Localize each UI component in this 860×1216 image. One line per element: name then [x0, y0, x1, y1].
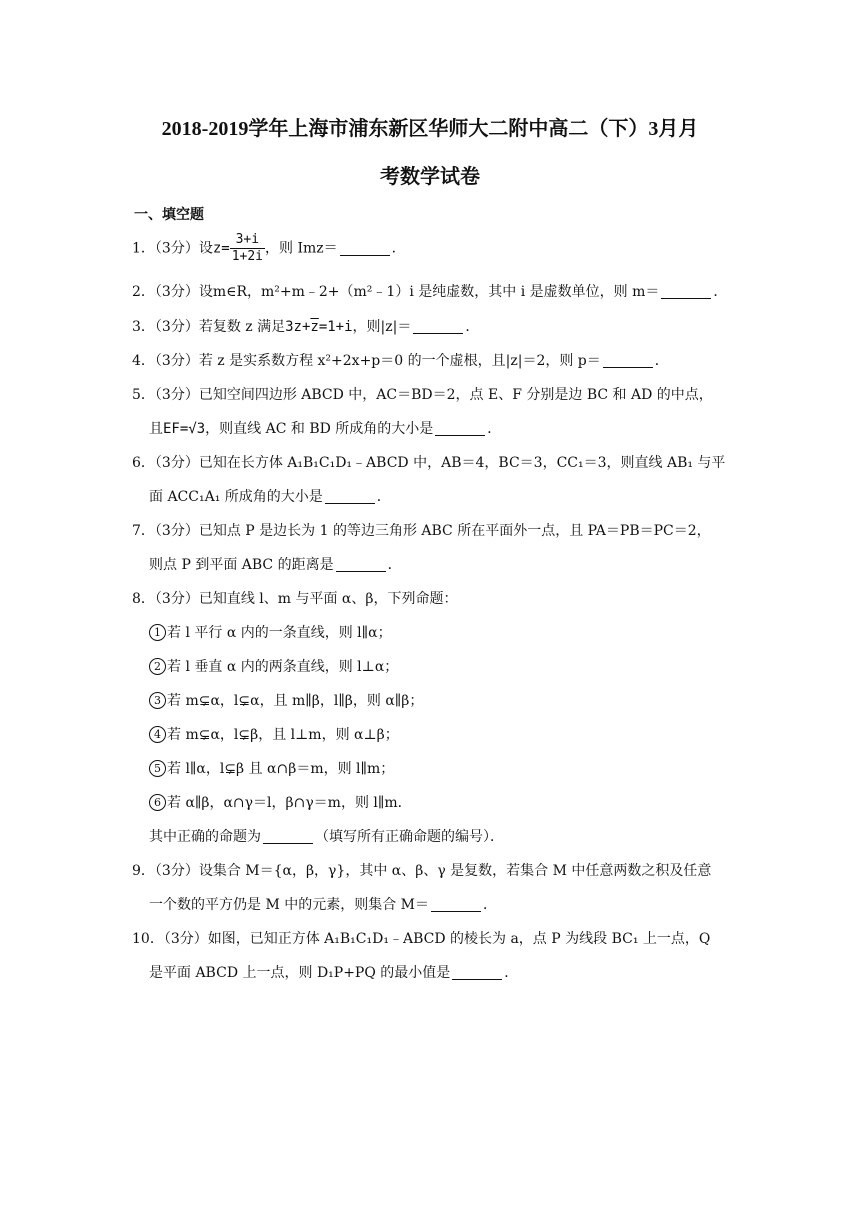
- answer-blank: [661, 284, 711, 299]
- q7-text: 则点 P 到平面 ABC 的距离是: [149, 557, 334, 573]
- question-8-answer-line: [149, 826, 504, 846]
- question-10-line-2: [149, 962, 518, 982]
- question-5-line-1: 5．（3分）已知空间四边形 ABCD 中，AC＝BD＝2，点 E、F 分别是边 BC 和 AD 的中点，: [132, 387, 713, 403]
- answer-blank: [263, 829, 313, 844]
- q8-prefix: 其中正确的命题为: [149, 829, 261, 845]
- circled-number: 5: [149, 760, 166, 777]
- proposition-text: 若 l∥α，l⊊β 且 α∩β＝m，则 l∥m；: [167, 761, 395, 777]
- question-8-line-1: 8．（3分）已知直线 l、m 与平面 α、β，下列命题：: [132, 591, 458, 607]
- q6-text: 面 ACC₁A₁ 所成角的大小是: [149, 489, 323, 505]
- q9-end: ．: [483, 897, 498, 913]
- q3-end: ．: [465, 319, 480, 335]
- q5-expr: EF=√3: [163, 421, 206, 437]
- question-1: [132, 232, 406, 265]
- answer-blank: [431, 897, 481, 912]
- question-5-line-2: [149, 418, 501, 438]
- q1-prefix: 1．（3分）设: [132, 240, 213, 257]
- answer-blank: [435, 421, 485, 436]
- question-6-line-2: [149, 486, 391, 506]
- q1-fraction: [230, 232, 265, 265]
- proposition-text: 若 l 垂直 α 内的两条直线，则 l⊥α；: [167, 659, 399, 675]
- answer-blank: [336, 557, 386, 572]
- q2-text: 2．（3分）设m∈R，m²+m﹣2+（m²﹣1）i 是纯虚数，其中 i 是虚数单位，则 m＝: [132, 284, 660, 300]
- question-4: [132, 350, 669, 370]
- section-heading: 一、填空题: [134, 207, 204, 223]
- q3-expr-b: =1+i: [318, 319, 353, 335]
- q5-suffix: ，则直线 AC 和 BD 所成角的大小是: [205, 421, 434, 437]
- q4-end: ．: [654, 353, 669, 369]
- title-line-1: 2018-2019学年上海市浦东新区华师大二附中高二（下）3月月: [161, 118, 699, 140]
- q3-prefix: 3．（3分）若复数 z 满足: [132, 319, 286, 335]
- q5-prefix: 且: [149, 421, 163, 437]
- title-line-2: 考数学试卷: [380, 166, 480, 188]
- q7-end: ．: [387, 557, 402, 573]
- proposition-1: [149, 622, 392, 642]
- q1-z: z=: [212, 240, 230, 257]
- answer-blank: [413, 319, 463, 334]
- q3-conjugate-z: $\overline{z}$: [310, 319, 319, 335]
- circled-number: 3: [149, 692, 166, 709]
- answer-blank: [603, 353, 653, 368]
- proposition-5: [149, 758, 394, 778]
- q3-expr-a: 3z+: [285, 319, 311, 335]
- question-3: [132, 316, 479, 336]
- q1-numerator: 3+i: [230, 232, 265, 249]
- q1-suffix: ，则 Imz＝: [265, 240, 338, 257]
- q10-text: 是平面 ABCD 上一点，则 D₁P+PQ 的最小值是: [149, 965, 451, 981]
- q6-end: ．: [376, 489, 391, 505]
- q3-suffix: ，则|z|＝: [352, 319, 412, 335]
- circled-number: 4: [149, 726, 166, 743]
- question-6-line-1: 6．（3分）已知在长方体 A₁B₁C₁D₁﹣ABCD 中，AB＝4，BC＝3，CC₁＝3，则直线 AB₁ 与平: [132, 455, 726, 471]
- question-7-line-2: [149, 554, 402, 574]
- question-10-line-1: 10．（3分）如图，已知正方体 A₁B₁C₁D₁﹣ABCD 的棱长为 a，点 P 为线段 BC₁ 上一点，Q: [132, 931, 711, 947]
- q1-end: ．: [391, 240, 406, 257]
- question-9-line-2: [149, 894, 497, 914]
- question-2: [132, 281, 727, 301]
- q2-end: ．: [713, 284, 728, 300]
- proposition-text: 若 α∥β，α∩γ＝l，β∩γ＝m，则 l∥m．: [167, 795, 412, 811]
- circled-number: 1: [149, 624, 166, 641]
- proposition-3: [149, 690, 423, 710]
- answer-blank: [452, 965, 502, 980]
- answer-blank: [340, 241, 390, 256]
- proposition-text: 若 m⊊α，l⊊α，且 m∥β，l∥β，则 α∥β；: [167, 693, 424, 709]
- answer-blank: [325, 489, 375, 504]
- q4-text: 4．（3分）若 z 是实系数方程 x²+2x+p＝0 的一个虚根，且|z|＝2，则 p＝: [132, 353, 601, 369]
- q5-end: ．: [487, 421, 502, 437]
- proposition-6: [149, 792, 412, 812]
- q8-suffix: （填写所有正确命题的编号）．: [315, 829, 504, 845]
- question-7-line-1: 7．（3分）已知点 P 是边长为 1 的等边三角形 ABC 所在平面外一点，且 PA＝PB＝PC＝2，: [132, 523, 711, 539]
- circled-number: 6: [149, 794, 166, 811]
- proposition-text: 若 m⊊α，l⊊β，且 l⊥m，则 α⊥β；: [167, 727, 399, 743]
- question-9-line-1: 9．（3分）设集合 M＝{α，β，γ}，其中 α、β、γ 是复数，若集合 M 中任意两数之积及任意: [132, 863, 712, 879]
- q1-denominator: 1+2i: [231, 249, 263, 264]
- q9-text: 一个数的平方仍是 M 中的元素，则集合 M＝: [149, 897, 430, 913]
- proposition-4: [149, 724, 399, 744]
- circled-number: 2: [149, 658, 166, 675]
- proposition-text: 若 l 平行 α 内的一条直线，则 l∥α；: [167, 625, 392, 641]
- proposition-2: [149, 656, 398, 676]
- q10-end: ．: [504, 965, 519, 981]
